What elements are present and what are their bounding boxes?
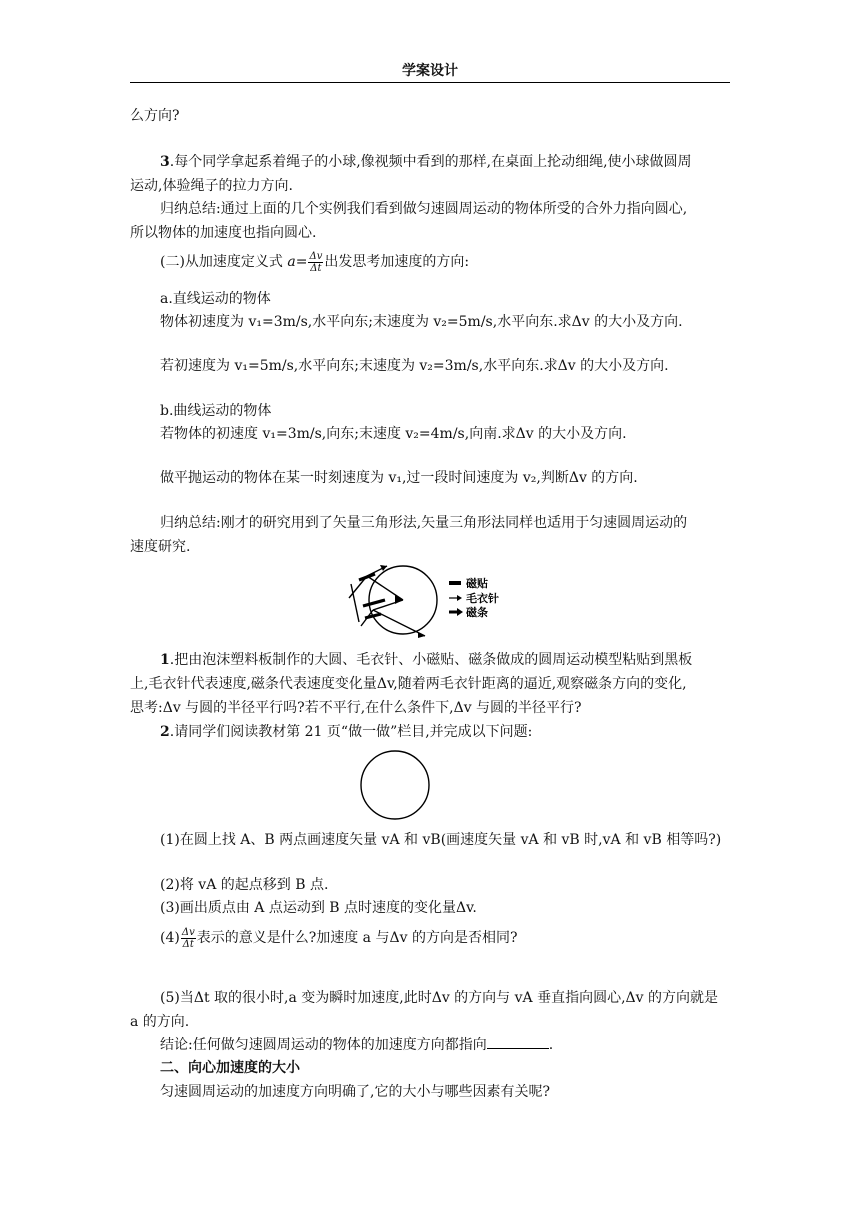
subsection-a: a.直线运动的物体 [160,291,271,307]
needle-lines [349,566,425,636]
item-1: 1.把由泡沫塑料板制作的大圆、毛衣针、小磁贴、磁条做成的圆周运动模型粘贴到黑板 [160,652,693,668]
text-line: 所以物体的加速度也指向圆心. [130,225,317,241]
question-2: (2)将 vA 的起点移到 B 点. [160,877,329,893]
text-line: a 的方向. [130,1014,190,1030]
text-line: 若初速度为 v₁=5m/s,水平向东;末速度为 v₂=3m/s,水平向东.求Δv 的大小及方向. [160,358,669,374]
legend-magnet-label: 磁贴 [466,577,488,590]
page-header: 学案设计 [402,63,458,79]
text-line: 速度研究. [130,539,191,555]
legend-bar-label: 磁条 [466,606,488,619]
text-line: 么方向? [130,108,180,124]
summary-2: 归纳总结:刚才的研究用到了矢量三角形法,矢量三角形法同样也适用于匀速圆周运动的 [160,515,688,531]
summary-1: 归纳总结:通过上面的几个实例我们看到做匀速圆周运动的物体所受的合外力指向圆心, [160,201,688,217]
item-3: 3.每个同学拿起系着绳子的小球,像视频中看到的那样,在桌面上抡动细绳,使小球做圆周 [160,154,692,170]
subsection-b: b.曲线运动的物体 [160,403,272,419]
circle-model-figure [345,562,515,642]
figure-legend [449,576,499,619]
text-line: 物体初速度为 v₁=3m/s,水平向东;末速度为 v₂=5m/s,水平向东.求Δv 的大小及方向. [160,314,683,330]
text-line: 思考:Δv 与圆的半径平行吗?若不平行,在什么条件下,Δv 与圆的半径平行? [130,700,582,716]
text-line: 做平抛运动的物体在某一时刻速度为 v₁,过一段时间速度为 v₂,判断Δv 的方向. [160,470,638,486]
legend-needle-label: 毛衣针 [466,592,499,605]
section-heading-2: 二、向心加速度的大小 [160,1060,300,1076]
conclusion: 结论:任何做匀速圆周运动的物体的加速度方向都指向 . [130,1033,730,1057]
header-rule [130,82,730,83]
text-line: 若物体的初速度 v₁=3m/s,向东;末速度 v₂=4m/s,向南.求Δv 的大小及方向. [160,426,627,442]
question-5: (5)当Δt 取的很小时,a 变为瞬时加速度,此时Δv 的方向与 vA 垂直指向圆心,Δv 的方向就是 [160,990,719,1006]
blank-circle-figure [355,748,435,822]
question-4: (4) $\frac{\Delta v}{\Delta t}$ 表示的意义是什么?加速度 a 与Δv 的方向是否相同? [160,926,518,950]
section-2-heading: (二)从加速度定义式 a= $\frac{\Delta v}{\Delta t}$ 出发思考加速度的方向: [160,250,470,274]
drawing-circle [361,751,429,819]
text-line: 运动,体验绳子的拉力方向. [130,178,293,194]
legend-needle-arrow [457,595,462,601]
answer-blank[interactable] [487,1034,549,1049]
text-line: 匀速圆周运动的加速度方向明确了,它的大小与哪些因素有关呢? [160,1084,550,1100]
legend-magnet-swatch [449,581,461,585]
text-line: 上,毛衣针代表速度,磁条代表速度变化量Δv,随着两毛衣针距离的逼近,观察磁条方向的变化, [130,676,687,692]
question-1: (1)在圆上找 A、B 两点画速度矢量 vA 和 vB(画速度矢量 vA 和 vB 时,vA 和 vB 相等吗?) [160,832,722,848]
arrowheads [380,565,425,638]
question-3: (3)画出质点由 A 点运动到 B 点时速度的变化量Δv. [160,900,477,916]
legend-bar-arrow [457,608,463,616]
item-2: 2.请同学们阅读教材第 21 页“做一做”栏目,并完成以下问题: [160,724,533,740]
